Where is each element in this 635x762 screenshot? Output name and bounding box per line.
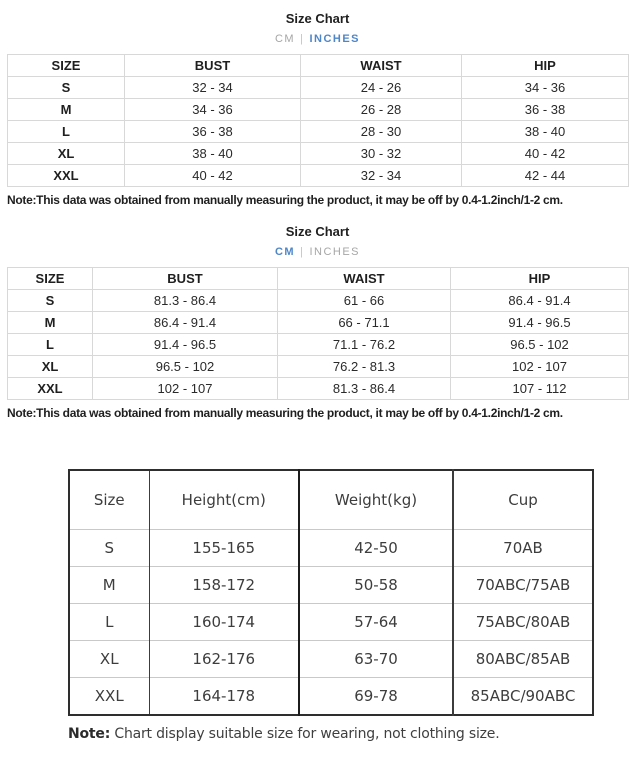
fit-note-text: Chart display suitable size for wearing, not clothing size. <box>110 726 500 742</box>
toggle-separator: | <box>300 33 305 45</box>
column-header-size: SIZE <box>8 268 93 290</box>
inches-toggle[interactable]: INCHES <box>309 246 361 258</box>
header-row <box>69 470 593 530</box>
bust-cell: 32 - 34 <box>125 77 301 99</box>
table-row <box>8 121 629 143</box>
cup-cell: 75ABC/80AB <box>453 604 593 641</box>
unit-toggle <box>0 33 635 46</box>
hip-cell: 36 - 38 <box>462 99 629 121</box>
cup-cell: 80ABC/85AB <box>453 641 593 678</box>
bust-cell: 36 - 38 <box>125 121 301 143</box>
bust-cell: 38 - 40 <box>125 143 301 165</box>
bust-cell: 102 - 107 <box>93 378 278 400</box>
hip-cell: 86.4 - 91.4 <box>451 290 629 312</box>
weight-cell: 63-70 <box>299 641 453 678</box>
fit-note-label: Note: <box>68 726 111 742</box>
bust-cell: 96.5 - 102 <box>93 356 278 378</box>
table-row <box>69 567 593 604</box>
waist-cell: 24 - 26 <box>301 77 462 99</box>
height-cell: 162-176 <box>149 641 299 678</box>
measurement-note: Note:This data was obtained from manually measuring the product, it may be off by 0.4-1.2inch/1-2 cm. <box>7 193 563 207</box>
size-chart-title: Size Chart <box>285 11 350 26</box>
column-header-bust: BUST <box>93 268 278 290</box>
hip-cell: 107 - 112 <box>451 378 629 400</box>
waist-cell: 76.2 - 81.3 <box>278 356 451 378</box>
hip-cell: 42 - 44 <box>462 165 629 187</box>
size-cell: M <box>69 567 149 604</box>
fit-note <box>68 726 635 742</box>
bust-cell: 81.3 - 86.4 <box>93 290 278 312</box>
column-header-hip: HIP <box>451 268 629 290</box>
hip-cell: 38 - 40 <box>462 121 629 143</box>
waist-cell: 30 - 32 <box>301 143 462 165</box>
table-row <box>69 604 593 641</box>
column-header-waist: WAIST <box>301 55 462 77</box>
size-cell: XL <box>8 143 125 165</box>
waist-cell: 66 - 71.1 <box>278 312 451 334</box>
column-header-size: SIZE <box>8 55 125 77</box>
column-header-size: Size <box>93 491 125 509</box>
cup-cell: 70ABC/75AB <box>453 567 593 604</box>
column-header-bust: BUST <box>125 55 301 77</box>
size-cell: XL <box>8 356 93 378</box>
waist-cell: 81.3 - 86.4 <box>278 378 451 400</box>
cm-toggle[interactable]: CM <box>274 246 296 258</box>
cm-toggle[interactable]: CM <box>274 33 296 45</box>
size-cell: S <box>69 530 149 567</box>
column-header-hip: HIP <box>462 55 629 77</box>
measurement-note: Note:This data was obtained from manually measuring the product, it may be off by 0.4-1.2inch/1-2 cm. <box>7 406 563 420</box>
column-header-waist: WAIST <box>278 268 451 290</box>
weight-cell: 57-64 <box>299 604 453 641</box>
bust-cell: 86.4 - 91.4 <box>93 312 278 334</box>
table-row <box>8 312 629 334</box>
column-header-weight: Weight(kg) <box>299 470 453 530</box>
unit-toggle <box>0 246 635 259</box>
size-cell: M <box>8 99 125 121</box>
bust-cell: 40 - 42 <box>125 165 301 187</box>
size-cell: L <box>69 604 149 641</box>
table-row <box>8 378 629 400</box>
waist-cell: 32 - 34 <box>301 165 462 187</box>
size-cell: XXL <box>69 678 149 716</box>
table-row <box>8 334 629 356</box>
table-row <box>69 678 593 716</box>
cup-cell: 85ABC/90ABC <box>453 678 593 716</box>
height-cell: 164-178 <box>149 678 299 716</box>
size-cell: L <box>8 334 93 356</box>
size-cell: XXL <box>8 378 93 400</box>
hip-cell: 40 - 42 <box>462 143 629 165</box>
size-table-cm <box>7 267 629 400</box>
hip-cell: 34 - 36 <box>462 77 629 99</box>
size-chart-section-inches <box>0 0 635 207</box>
fit-guide-table <box>68 469 594 716</box>
header-row <box>8 268 629 290</box>
column-header-cup: Cup <box>453 470 593 530</box>
table-row <box>8 165 629 187</box>
size-cell: S <box>8 77 125 99</box>
hip-cell: 96.5 - 102 <box>451 334 629 356</box>
table-row <box>8 290 629 312</box>
table-row <box>69 530 593 567</box>
waist-cell: 61 - 66 <box>278 290 451 312</box>
hip-cell: 91.4 - 96.5 <box>451 312 629 334</box>
size-cell: XXL <box>8 165 125 187</box>
height-cell: 160-174 <box>149 604 299 641</box>
size-table-inches <box>7 54 629 187</box>
height-cell: 155-165 <box>149 530 299 567</box>
cup-cell: 70AB <box>453 530 593 567</box>
size-chart-title: Size Chart <box>285 224 350 239</box>
height-cell: 158-172 <box>149 567 299 604</box>
table-row <box>8 77 629 99</box>
size-chart-section-cm <box>0 207 635 420</box>
waist-cell: 26 - 28 <box>301 99 462 121</box>
table-row <box>8 356 629 378</box>
bust-cell: 34 - 36 <box>125 99 301 121</box>
weight-cell: 69-78 <box>299 678 453 716</box>
waist-cell: 71.1 - 76.2 <box>278 334 451 356</box>
weight-cell: 50-58 <box>299 567 453 604</box>
header-row <box>8 55 629 77</box>
size-cell: L <box>8 121 125 143</box>
column-header-height: Height(cm) <box>149 470 299 530</box>
table-row <box>8 143 629 165</box>
table-row <box>69 641 593 678</box>
inches-toggle[interactable]: INCHES <box>309 33 361 45</box>
weight-cell: 42-50 <box>299 530 453 567</box>
waist-cell: 28 - 30 <box>301 121 462 143</box>
toggle-separator: | <box>300 246 305 258</box>
table-row <box>8 99 629 121</box>
hip-cell: 102 - 107 <box>451 356 629 378</box>
size-cell: S <box>8 290 93 312</box>
size-cell: XL <box>69 641 149 678</box>
bust-cell: 91.4 - 96.5 <box>93 334 278 356</box>
size-cell: M <box>8 312 93 334</box>
